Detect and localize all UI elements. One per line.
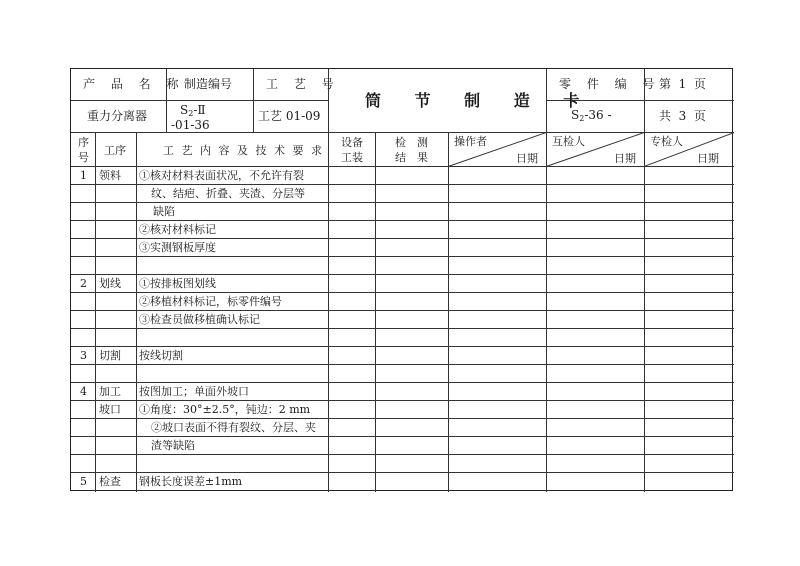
body-col-line: [95, 132, 96, 492]
product-name-value: 重力分离器: [87, 109, 148, 123]
process-no-label: 工 艺 号: [266, 77, 340, 91]
row-content: ①角度：30°±2.5°，钝边：2 mm: [139, 403, 311, 416]
body-col-line: [328, 132, 329, 492]
col-special-inspector: 专检人: [650, 135, 683, 148]
row-divider: [71, 328, 734, 329]
col-operator-date: 日期: [516, 152, 538, 165]
row-process: 加工: [99, 385, 121, 398]
row-seq: 1: [80, 169, 87, 182]
col-seq: 序: [78, 136, 89, 149]
row-content: 按图加工；单面外坡口: [139, 385, 249, 398]
col-special-date: 日期: [697, 152, 719, 165]
row-seq: 2: [80, 277, 87, 290]
row-content: 渣等缺陷: [151, 439, 195, 452]
row-divider: [71, 346, 734, 347]
process-card: [70, 68, 733, 491]
body-col-line: [375, 132, 376, 492]
card-title: 筒 节 制 造 卡: [365, 91, 594, 110]
col-mutual-inspector: 互检人: [552, 135, 585, 148]
row-divider: [71, 364, 734, 365]
row-content: ②移植材料标记，标零件编号: [139, 295, 282, 308]
row-process: 划线: [99, 277, 121, 290]
row-seq: 5: [80, 475, 87, 488]
row-process: 切割: [99, 349, 121, 362]
row-content: 缺陷: [153, 205, 175, 218]
col-inspection: 结 果: [395, 151, 428, 164]
row-divider: [71, 202, 734, 203]
col-inspection: 检 测: [395, 136, 428, 149]
row-content: 纹、结疤、折叠、夹渣、分层等: [151, 187, 305, 200]
header-divider: [71, 100, 328, 101]
row-divider: [71, 418, 734, 419]
row-divider: [71, 400, 734, 401]
header-col-line: [253, 69, 254, 132]
mfg-no-value: $S_2-Ⅱ$: [180, 103, 206, 118]
row-content: ③实测钢板厚度: [139, 241, 216, 254]
body-col-line: [644, 132, 645, 492]
row-seq: 4: [80, 385, 87, 398]
row-divider: [71, 274, 734, 275]
row-divider: [71, 310, 734, 311]
mfg-no-label: 制造编号: [184, 77, 233, 91]
col-equipment: 设备: [341, 136, 363, 149]
row-content: ②核对材料标记: [139, 223, 216, 236]
column-header-bottom-line: [71, 166, 734, 167]
col-content: 工 艺 内 容 及 技 术 要 求: [163, 144, 324, 157]
part-no-value: $S_2-36$ -: [571, 108, 612, 123]
product-name-label: 产 品 名 称: [83, 77, 185, 91]
col-seq: 号: [78, 151, 89, 164]
part-no-label: 零 件 编 号: [559, 77, 661, 91]
col-mutual-date: 日期: [614, 152, 636, 165]
row-process: 领料: [99, 169, 121, 182]
row-process: 坡口: [99, 403, 121, 416]
row-divider: [71, 238, 734, 239]
row-divider: [71, 382, 734, 383]
header-bottom-line: [71, 132, 734, 133]
process-no-value: 工艺 01-09: [258, 109, 321, 123]
row-content: 钢板长度误差±1mm: [139, 475, 243, 488]
col-equipment: 工装: [341, 151, 363, 164]
body-col-line: [136, 132, 137, 492]
row-content: ①核对材料表面状况，不允许有裂: [139, 169, 304, 182]
row-content: ①按排板图划线: [139, 277, 216, 290]
page-total: 共 3 页: [659, 109, 706, 123]
row-divider: [71, 292, 734, 293]
row-divider: [71, 454, 734, 455]
mfg-no-value-line2: -01-36: [171, 118, 210, 132]
row-divider: [71, 184, 734, 185]
row-seq: 3: [80, 349, 87, 362]
row-content: ②坡口表面不得有裂纹、分层、夹: [151, 421, 316, 434]
page-number: 第 1 页: [659, 77, 706, 91]
row-divider: [71, 472, 734, 473]
body-col-line: [546, 132, 547, 492]
row-divider: [71, 256, 734, 257]
row-process: 检查: [99, 475, 121, 488]
row-content: ③检查员做移植确认标记: [139, 313, 260, 326]
col-operator: 操作者: [454, 135, 487, 148]
row-divider: [71, 436, 734, 437]
body-col-line: [448, 132, 449, 492]
row-divider: [71, 220, 734, 221]
col-process: 工序: [104, 144, 126, 157]
row-content: 按线切割: [139, 349, 183, 362]
